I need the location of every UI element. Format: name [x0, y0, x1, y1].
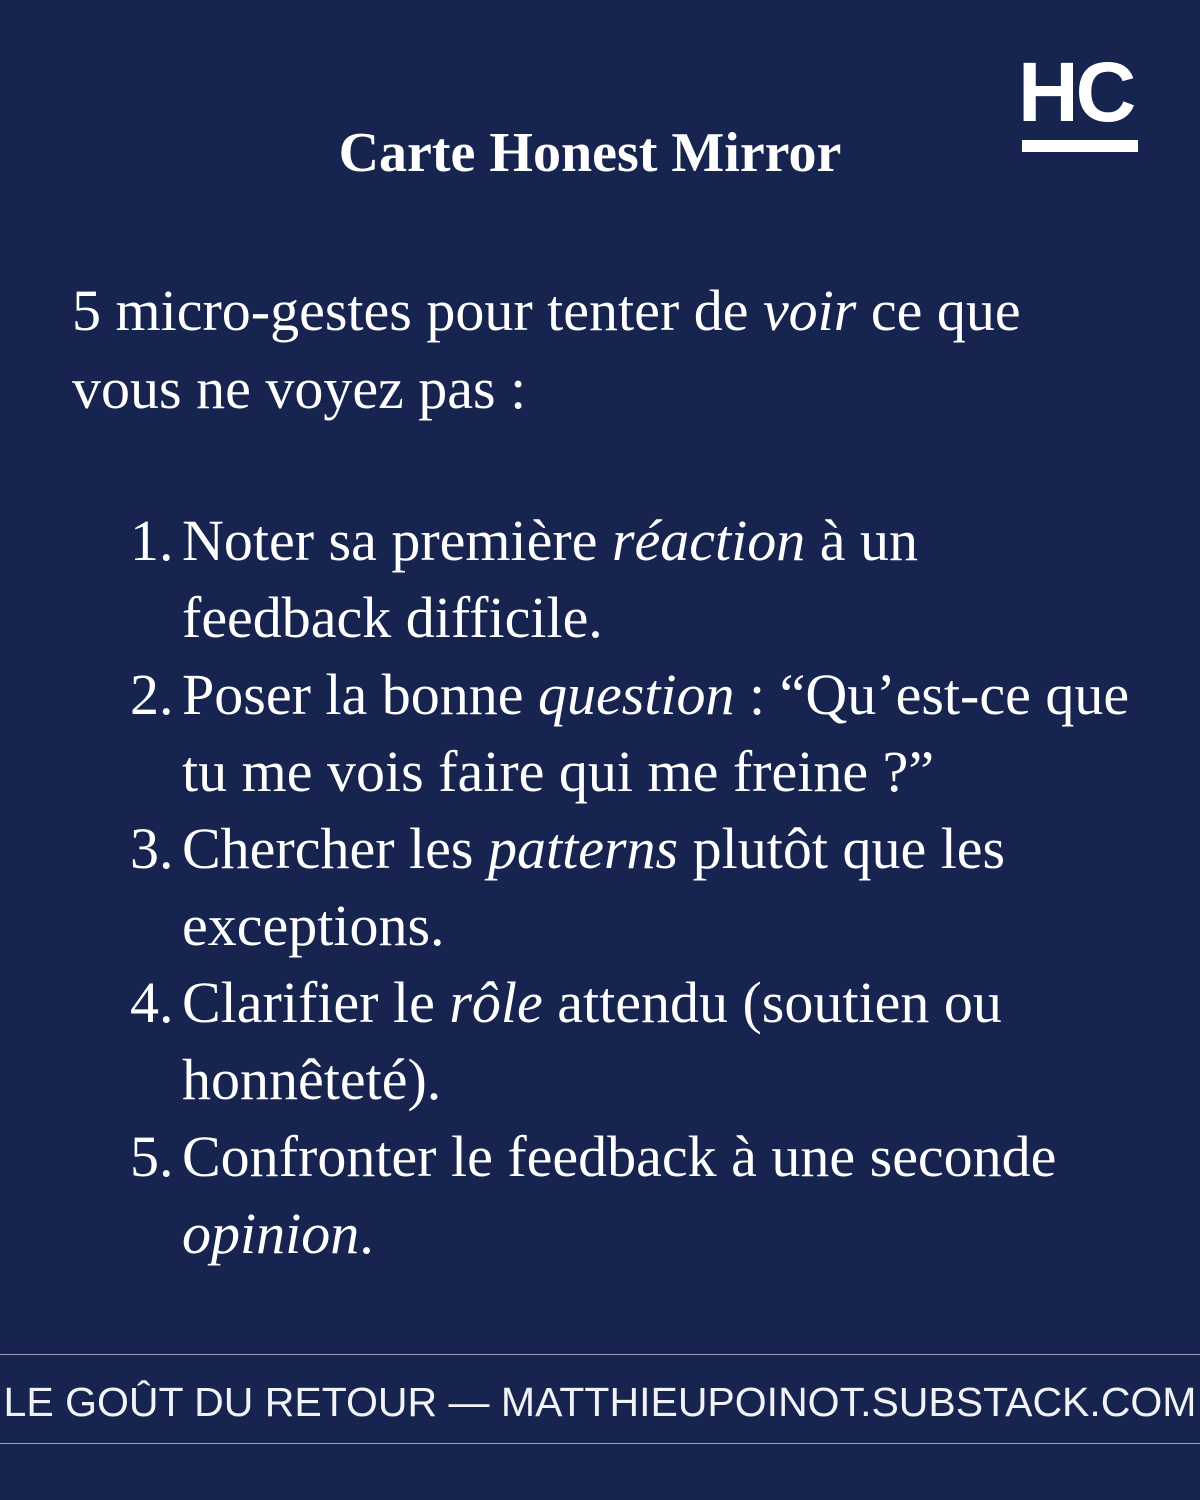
- step-text: [182, 964, 1140, 1118]
- step-after: .: [359, 1201, 374, 1266]
- list-item-4: [130, 964, 1140, 1118]
- step-before: Poser la bonne: [182, 662, 538, 727]
- step-text: [182, 656, 1140, 810]
- step-number: 1.: [130, 508, 174, 573]
- list-item-1: [130, 502, 1140, 656]
- step-after: plutôt que les exceptions.: [182, 816, 1006, 958]
- footer-bottom-divider: [0, 1443, 1200, 1444]
- step-emphasis: rôle: [449, 970, 543, 1035]
- micro-gestures-list: [130, 502, 1140, 1272]
- step-number: 5.: [130, 1124, 174, 1189]
- footer-top-divider: [0, 1354, 1200, 1355]
- footer-text: LE GOÛT DU RETOUR — MATTHIEUPOINOT.SUBSTACK.COM: [3, 1379, 1197, 1425]
- step-text: [182, 502, 1140, 656]
- step-emphasis: question: [538, 662, 735, 727]
- step-text: [182, 1118, 1140, 1272]
- step-after: : “Qu’est-ce que tu me vois faire qui me freine ?”: [182, 662, 1130, 804]
- intro-emphasis: voir: [762, 278, 857, 343]
- list-item-2: [130, 656, 1140, 810]
- step-number: 4.: [130, 970, 174, 1035]
- intro-before: 5 micro-gestes pour tenter de: [72, 278, 763, 343]
- list-item-3: [130, 810, 1140, 964]
- step-after: attendu (soutien ou honnêteté).: [182, 970, 1002, 1112]
- step-number: 2.: [130, 662, 174, 727]
- logo-text: HC: [1018, 45, 1134, 139]
- step-before: Noter sa première: [182, 508, 612, 573]
- intro-text: [72, 272, 1132, 428]
- step-text: [182, 810, 1140, 964]
- step-before: Confronter le feedback à une seconde: [182, 1124, 1057, 1189]
- step-number: 3.: [130, 816, 174, 881]
- step-before: Clarifier le: [182, 970, 450, 1035]
- step-after: à un feedback difficile.: [182, 508, 919, 650]
- step-emphasis: opinion: [182, 1201, 360, 1266]
- page-title: Carte Honest Mirror: [338, 122, 842, 184]
- step-emphasis: réaction: [611, 508, 806, 573]
- step-emphasis: patterns: [487, 816, 679, 881]
- list-item-5: [130, 1118, 1140, 1272]
- intro-after: ce que vous ne voyez pas :: [72, 278, 1021, 421]
- step-before: Chercher les: [182, 816, 488, 881]
